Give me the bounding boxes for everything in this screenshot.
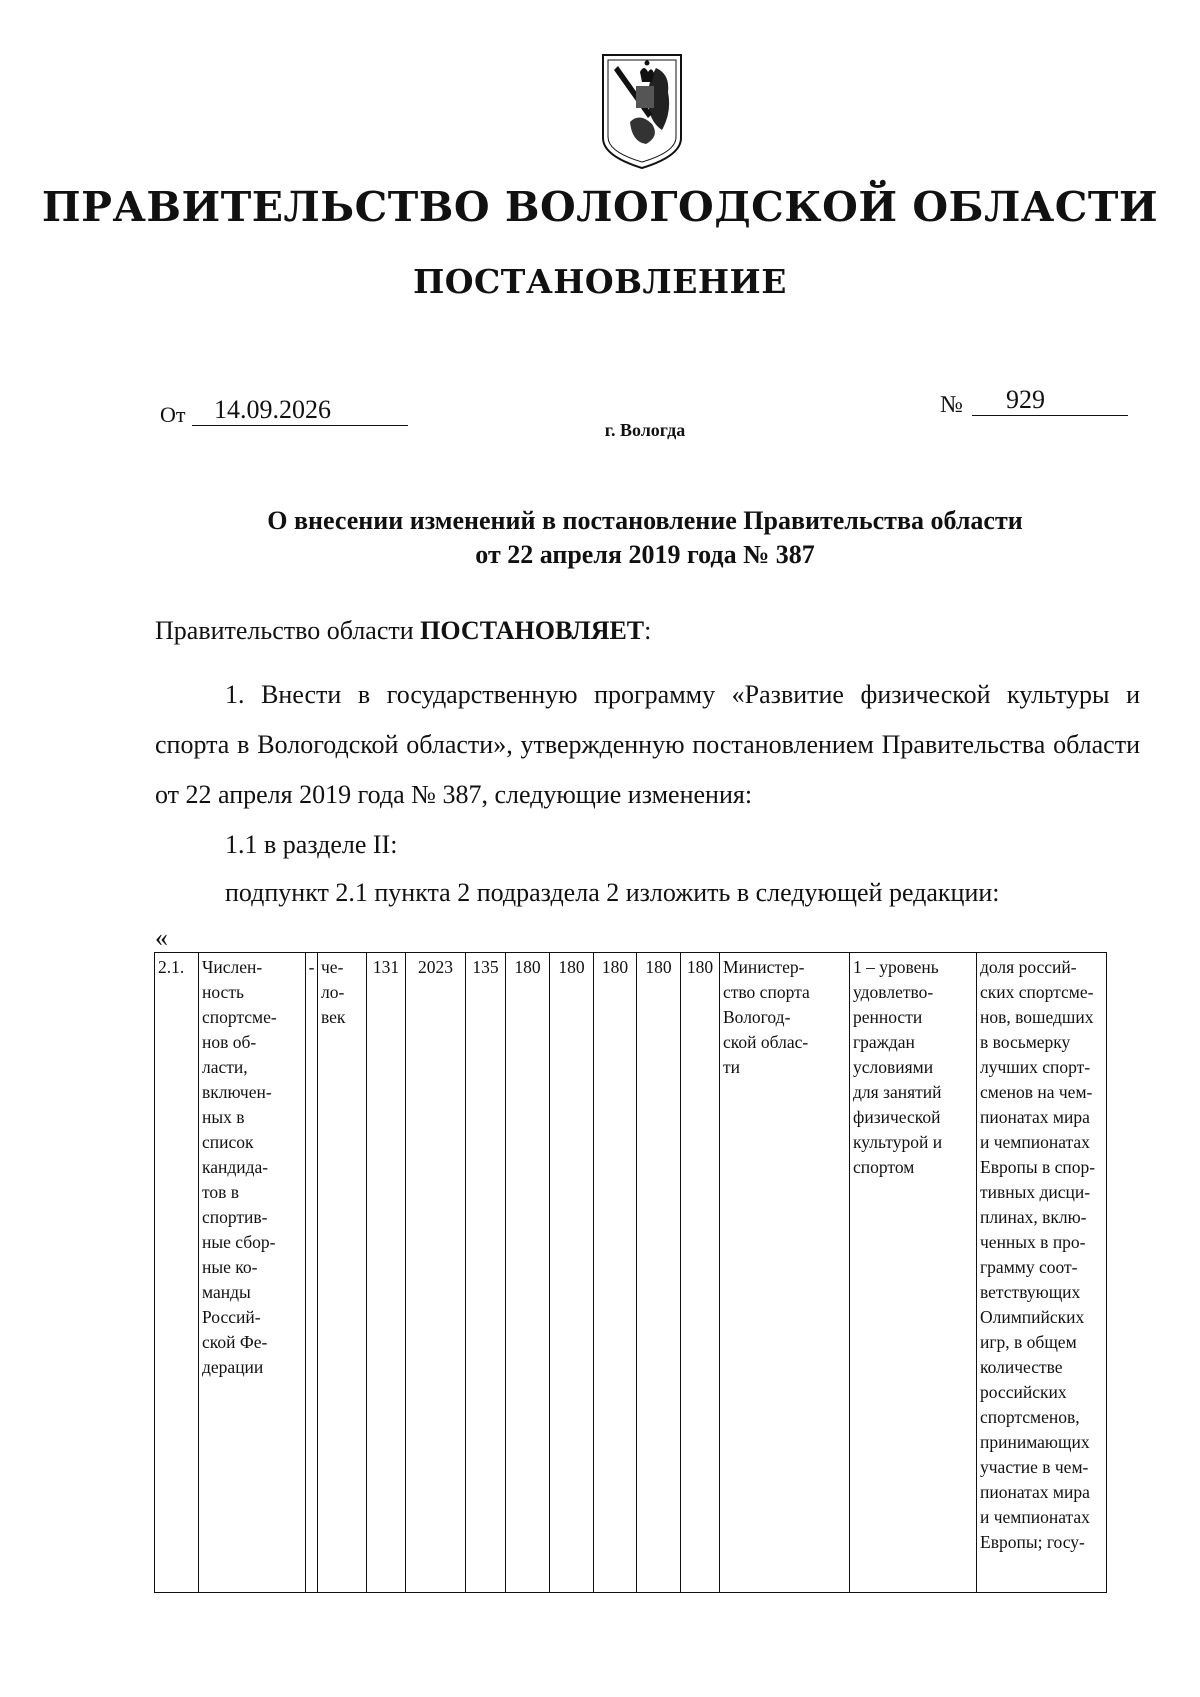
paragraph-1: 1. Внести в государственную программу «Развитие физической культуры и спорта в Вологодской области», утвержденную постановлением Правительства области от 22 апреля 2019 года № 387, следующие изменения: (155, 680, 1140, 809)
cell-num: 2.1. (155, 953, 199, 1593)
cell-base-year: 2023 (406, 953, 466, 1593)
city: г. Вологда (604, 420, 686, 440)
document-subject (0, 504, 1200, 572)
cell-goal: 1 – уровень удовлетво- ренности граждан условиями для занятий физической культурой и спортом (850, 953, 977, 1593)
preamble-bold: ПОСТАНОВЛЯЕТ (420, 616, 645, 645)
document-type: ПОСТАНОВЛЕНИЕ (413, 262, 787, 301)
cell-responsible: Министер- ство спорта Вологод- ской облас- ти (720, 953, 850, 1593)
government-title: ПРАВИТЕЛЬСТВО ВОЛОГОДСКОЙ ОБЛАСТИ (41, 183, 1159, 231)
cell-value-2: 180 (506, 953, 550, 1593)
preamble-text: Правительство области (155, 616, 421, 645)
cell-unit: че- ло- век (318, 953, 367, 1593)
quote-open: « (155, 923, 168, 952)
preamble (155, 606, 1140, 656)
subject-line-2: от 22 апреля 2019 года № 387 (475, 540, 815, 569)
cell-value-1: 135 (466, 953, 506, 1593)
cell-dash: - (306, 953, 318, 1593)
number-prefix: № (940, 392, 963, 418)
table-row (155, 953, 1107, 1593)
cell-note: доля россий- ских спортсме- нов, вошедших в восьмерку лучших спорт- сменов на чем- пионатах мира и чемпионатах Европы в спор- тивных дисци- плинах, вклю- ченных в про- грамму соот- ветствующих Олимпийских игр, в общем количестве российских спортсменов, принимающих участие в чем- пионатах мира и чемпионатах Европы; госу- (977, 953, 1107, 1593)
preamble-end: : (644, 616, 652, 645)
cell-value-5: 180 (637, 953, 681, 1593)
document-number: 929 (972, 384, 1128, 416)
subject-line-1: О внесении изменений в постановление Правительства области (267, 506, 1023, 535)
cell-indicator: Числен- ность спортсме- нов об- ласти, включен- ных в список кандида- тов в спортив- ные сбор- ные ко- манды Россий- ской Фе- дерации (199, 953, 306, 1593)
cell-value-6: 180 (681, 953, 720, 1593)
indicator-table (154, 952, 1107, 1593)
coat-of-arms-icon (600, 52, 684, 170)
paragraph-subpoint: подпункт 2.1 пункта 2 подраздела 2 изложить в следующей редакции: (225, 878, 1000, 907)
date-prefix: От (160, 402, 186, 427)
cell-value-3: 180 (550, 953, 594, 1593)
cell-value-4: 180 (594, 953, 637, 1593)
paragraph-1-1: 1.1 в разделе II: (225, 830, 398, 859)
cell-base-value: 131 (367, 953, 406, 1593)
document-date: 14.09.2026 (192, 394, 408, 426)
